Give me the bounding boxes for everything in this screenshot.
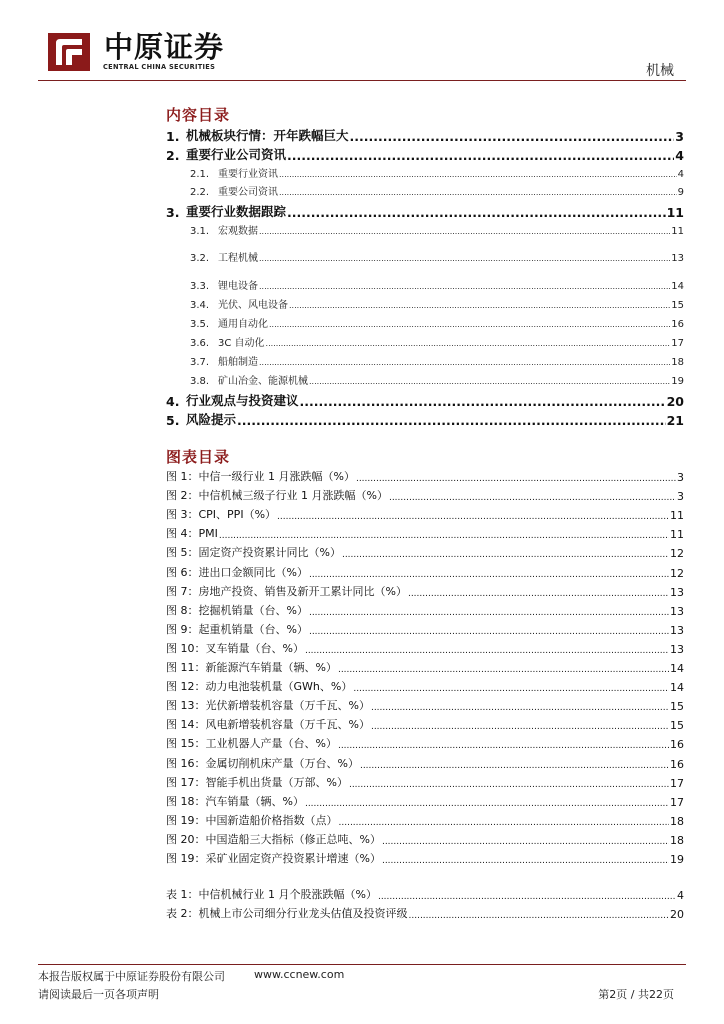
dot-leader	[259, 226, 670, 237]
entry-title: 通用自动化	[218, 319, 268, 330]
entry-page-number: 12	[670, 547, 684, 561]
entry-number: 5.	[166, 413, 180, 428]
figure-entry[interactable]	[166, 697, 684, 713]
toc-title: 内容目录	[166, 106, 231, 124]
entry-number: 3.	[166, 205, 180, 220]
figure-entry[interactable]	[166, 468, 684, 484]
entry-number: 3.2.	[190, 253, 210, 264]
entry-title: 图 7：房地产投资、销售及新开工累计同比（%）	[166, 584, 407, 598]
figure-entry[interactable]	[166, 850, 684, 866]
entry-title: 行业观点与投资建议	[186, 393, 299, 408]
dot-leader	[371, 700, 669, 713]
industry-label: 机械	[646, 63, 674, 79]
toc-entry[interactable]	[166, 165, 684, 180]
entry-title: 表 2：机械上市公司细分行业龙头估值及投资评级	[166, 907, 408, 920]
entry-title: 重要行业公司资讯	[186, 147, 287, 162]
entry-page-number: 14	[671, 281, 684, 292]
entry-page-number: 21	[666, 413, 684, 428]
figure-entry[interactable]	[166, 544, 684, 560]
entry-title: 图 2：中信机械三级子行业 1 月涨跌幅（%）	[166, 489, 388, 503]
dot-leader	[237, 413, 666, 428]
figures-title: 图表目录	[166, 448, 231, 466]
figure-entry[interactable]	[166, 812, 684, 828]
dot-leader	[371, 719, 669, 732]
dot-leader	[259, 281, 670, 292]
entry-title: 重要行业资讯	[218, 169, 278, 180]
toc-entry[interactable]	[166, 202, 684, 220]
dot-leader	[350, 129, 675, 144]
entry-title: 表 1：中信机械行业 1 月个股涨跌幅（%）	[166, 888, 377, 901]
figure-entry[interactable]	[166, 506, 684, 522]
toc-entry[interactable]	[166, 391, 684, 409]
dot-leader	[382, 853, 669, 866]
entry-title: 图 19：中国新造船价格指数（点）	[166, 813, 338, 827]
dot-leader	[305, 796, 669, 809]
dot-leader	[309, 624, 669, 637]
entry-title: 船舶制造	[218, 357, 258, 368]
entry-page-number: 4	[677, 169, 684, 180]
figure-entry[interactable]	[166, 640, 684, 656]
dot-leader	[309, 567, 669, 580]
toc-entry[interactable]	[166, 145, 684, 163]
toc-entry[interactable]	[166, 334, 684, 349]
entry-page-number: 13	[670, 604, 684, 618]
dot-leader	[342, 547, 669, 560]
dot-leader	[349, 777, 669, 790]
figure-entry[interactable]	[166, 583, 684, 599]
logo-english-name: CENTRAL CHINA SECURITIES	[103, 63, 216, 71]
entry-page-number: 4	[677, 889, 684, 902]
dot-leader	[360, 758, 669, 771]
figure-entry[interactable]	[166, 487, 684, 503]
entry-page-number: 11	[670, 509, 684, 523]
entry-page-number: 15	[670, 700, 684, 714]
entry-title: 图 1：中信一级行业 1 月涨跌幅（%）	[166, 470, 355, 483]
entry-title: 图 10：叉车销量（台、%）	[166, 641, 304, 655]
entry-title: 图 18：汽车销量（辆、%）	[166, 794, 304, 808]
toc-entry[interactable]	[166, 249, 684, 264]
figure-entry[interactable]	[166, 602, 684, 618]
entry-page-number: 13	[671, 253, 684, 264]
entry-page-number: 17	[671, 338, 684, 349]
entry-title: 图 5：固定资产投资累计同比（%）	[166, 546, 341, 560]
entry-number: 3.8.	[190, 376, 210, 387]
entry-number: 2.2.	[190, 187, 210, 198]
dot-leader	[338, 662, 669, 675]
toc-entry[interactable]	[166, 410, 684, 428]
entry-page-number: 18	[670, 833, 684, 847]
toc-entry[interactable]	[166, 372, 684, 387]
entry-title: 风险提示	[186, 412, 237, 427]
entry-page-number: 12	[670, 566, 684, 580]
entry-page-number: 14	[670, 681, 684, 695]
entry-page-number: 17	[670, 795, 684, 809]
footer-divider	[38, 964, 686, 965]
entry-title: 重要公司资讯	[218, 187, 278, 198]
dot-leader	[277, 509, 669, 522]
toc-entry[interactable]	[166, 183, 684, 198]
entry-page-number: 18	[670, 814, 684, 828]
toc-entry[interactable]	[166, 126, 684, 144]
dot-leader	[309, 376, 670, 387]
entry-title: 锂电设备	[218, 281, 258, 292]
figure-entry[interactable]	[166, 831, 684, 847]
entry-title: 矿山冶金、能源机械	[218, 376, 308, 387]
toc-entry[interactable]	[166, 296, 684, 311]
entry-number: 2.	[166, 148, 180, 163]
toc-entry[interactable]	[166, 277, 684, 292]
dot-leader	[266, 338, 671, 349]
entry-title: 图 8：挖掘机销量（台、%）	[166, 603, 308, 617]
dot-leader	[259, 253, 670, 264]
dot-leader	[353, 681, 669, 694]
dot-leader	[378, 889, 676, 902]
dot-leader	[287, 205, 666, 220]
entry-page-number: 9	[677, 187, 684, 198]
footer-disclaimer: 请阅读最后一页各项声明	[38, 988, 159, 1001]
entry-page-number: 16	[670, 757, 684, 771]
dot-leader	[259, 357, 670, 368]
entry-title: 图 14：风电新增装机容量（万千瓦、%）	[166, 718, 370, 732]
figure-entry[interactable]	[166, 793, 684, 809]
footer-page-info: 第2页 / 共22页	[598, 988, 674, 1001]
footer-website[interactable]: www.ccnew.com	[254, 968, 345, 981]
entry-number: 3.3.	[190, 281, 210, 292]
entry-title: 工程机械	[218, 253, 258, 264]
entry-page-number: 15	[670, 719, 684, 733]
entry-title: 图 3：CPI、PPI（%）	[166, 508, 277, 522]
entry-number: 3.7.	[190, 357, 210, 368]
figure-entry[interactable]	[166, 678, 684, 694]
entry-page-number: 3	[677, 490, 684, 504]
dot-leader	[219, 528, 669, 541]
entry-page-number: 15	[671, 300, 684, 311]
entry-page-number: 4	[675, 148, 684, 163]
entry-title: 图 17：智能手机出货量（万部、%）	[166, 775, 348, 789]
dot-leader	[356, 471, 676, 484]
header-divider	[38, 80, 686, 81]
entry-page-number: 3	[677, 471, 684, 484]
dot-leader	[287, 148, 674, 163]
entry-title: 重要行业数据跟踪	[186, 204, 287, 219]
entry-number: 2.1.	[190, 169, 210, 180]
figure-entry[interactable]	[166, 659, 684, 675]
dot-leader	[409, 908, 670, 921]
entry-page-number: 13	[670, 642, 684, 656]
entry-page-number: 11	[671, 226, 684, 237]
entry-title: 图 20：中国造船三大指标（修正总吨、%）	[166, 832, 381, 846]
entry-number: 3.1.	[190, 226, 210, 237]
entry-title: 机械板块行情：开年跌幅巨大	[186, 128, 349, 143]
toc-entry[interactable]	[166, 315, 684, 330]
entry-page-number: 11	[666, 205, 684, 220]
entry-page-number: 16	[671, 319, 684, 330]
toc-entry[interactable]	[166, 222, 684, 237]
entry-title: 图 4：PMI	[166, 527, 218, 541]
footer-copyright: 本报告版权属于中原证券股份有限公司	[38, 970, 225, 983]
entry-title: 图 13：光伏新增装机容量（万千瓦、%）	[166, 699, 370, 713]
company-logo-icon	[48, 33, 90, 71]
dot-leader	[279, 187, 677, 198]
figure-entry[interactable]	[166, 716, 684, 732]
entry-number: 3.5.	[190, 319, 210, 330]
entry-number: 3.6.	[190, 338, 210, 349]
entry-page-number: 14	[670, 662, 684, 675]
dot-leader	[279, 169, 677, 180]
entry-page-number: 16	[670, 738, 684, 752]
entry-page-number: 20	[670, 908, 684, 921]
entry-page-number: 20	[666, 394, 684, 409]
figure-entry[interactable]	[166, 774, 684, 790]
entry-page-number: 18	[671, 357, 684, 368]
entry-number: 3.4.	[190, 300, 210, 311]
dot-leader	[338, 738, 669, 751]
dot-leader	[339, 815, 670, 828]
entry-title: 图 16：金属切削机床产量（万台、%）	[166, 756, 359, 770]
entry-title: 图 9：起重机销量（台、%）	[166, 622, 308, 636]
figure-entry[interactable]	[166, 621, 684, 637]
entry-title: 宏观数据	[218, 226, 258, 237]
figure-entry[interactable]	[166, 525, 684, 541]
figure-entry[interactable]	[166, 735, 684, 751]
dot-leader	[305, 643, 669, 656]
entry-title: 图 19：采矿业固定资产投资累计增速（%）	[166, 852, 381, 865]
entry-page-number: 19	[671, 376, 684, 387]
entry-page-number: 11	[670, 528, 684, 542]
entry-title: 3C 自动化	[218, 338, 265, 349]
dot-leader	[289, 300, 670, 311]
entry-title: 光伏、风电设备	[218, 300, 288, 311]
table-entry[interactable]	[166, 886, 684, 902]
entry-page-number: 3	[675, 129, 684, 144]
dot-leader	[408, 586, 669, 599]
entry-page-number: 13	[670, 585, 684, 599]
dot-leader	[300, 394, 666, 409]
dot-leader	[309, 605, 669, 618]
entry-number: 1.	[166, 129, 180, 144]
table-entry[interactable]	[166, 905, 684, 921]
entry-title: 图 12：动力电池装机量（GWh、%）	[166, 680, 353, 694]
entry-title: 图 15：工业机器人产量（台、%）	[166, 737, 337, 751]
entry-page-number: 19	[670, 853, 684, 866]
entry-number: 4.	[166, 394, 180, 409]
entry-page-number: 17	[670, 776, 684, 790]
entry-title: 图 11：新能源汽车销量（辆、%）	[166, 661, 337, 674]
entry-title: 图 6：进出口金额同比（%）	[166, 565, 308, 579]
toc-entry[interactable]	[166, 353, 684, 368]
dot-leader	[269, 319, 670, 330]
figure-entry[interactable]	[166, 755, 684, 771]
logo-chinese-name: 中原证券	[104, 30, 225, 64]
page-header	[0, 0, 724, 80]
figure-entry[interactable]	[166, 564, 684, 580]
entry-page-number: 13	[670, 623, 684, 637]
dot-leader	[382, 834, 669, 847]
dot-leader	[389, 490, 676, 503]
